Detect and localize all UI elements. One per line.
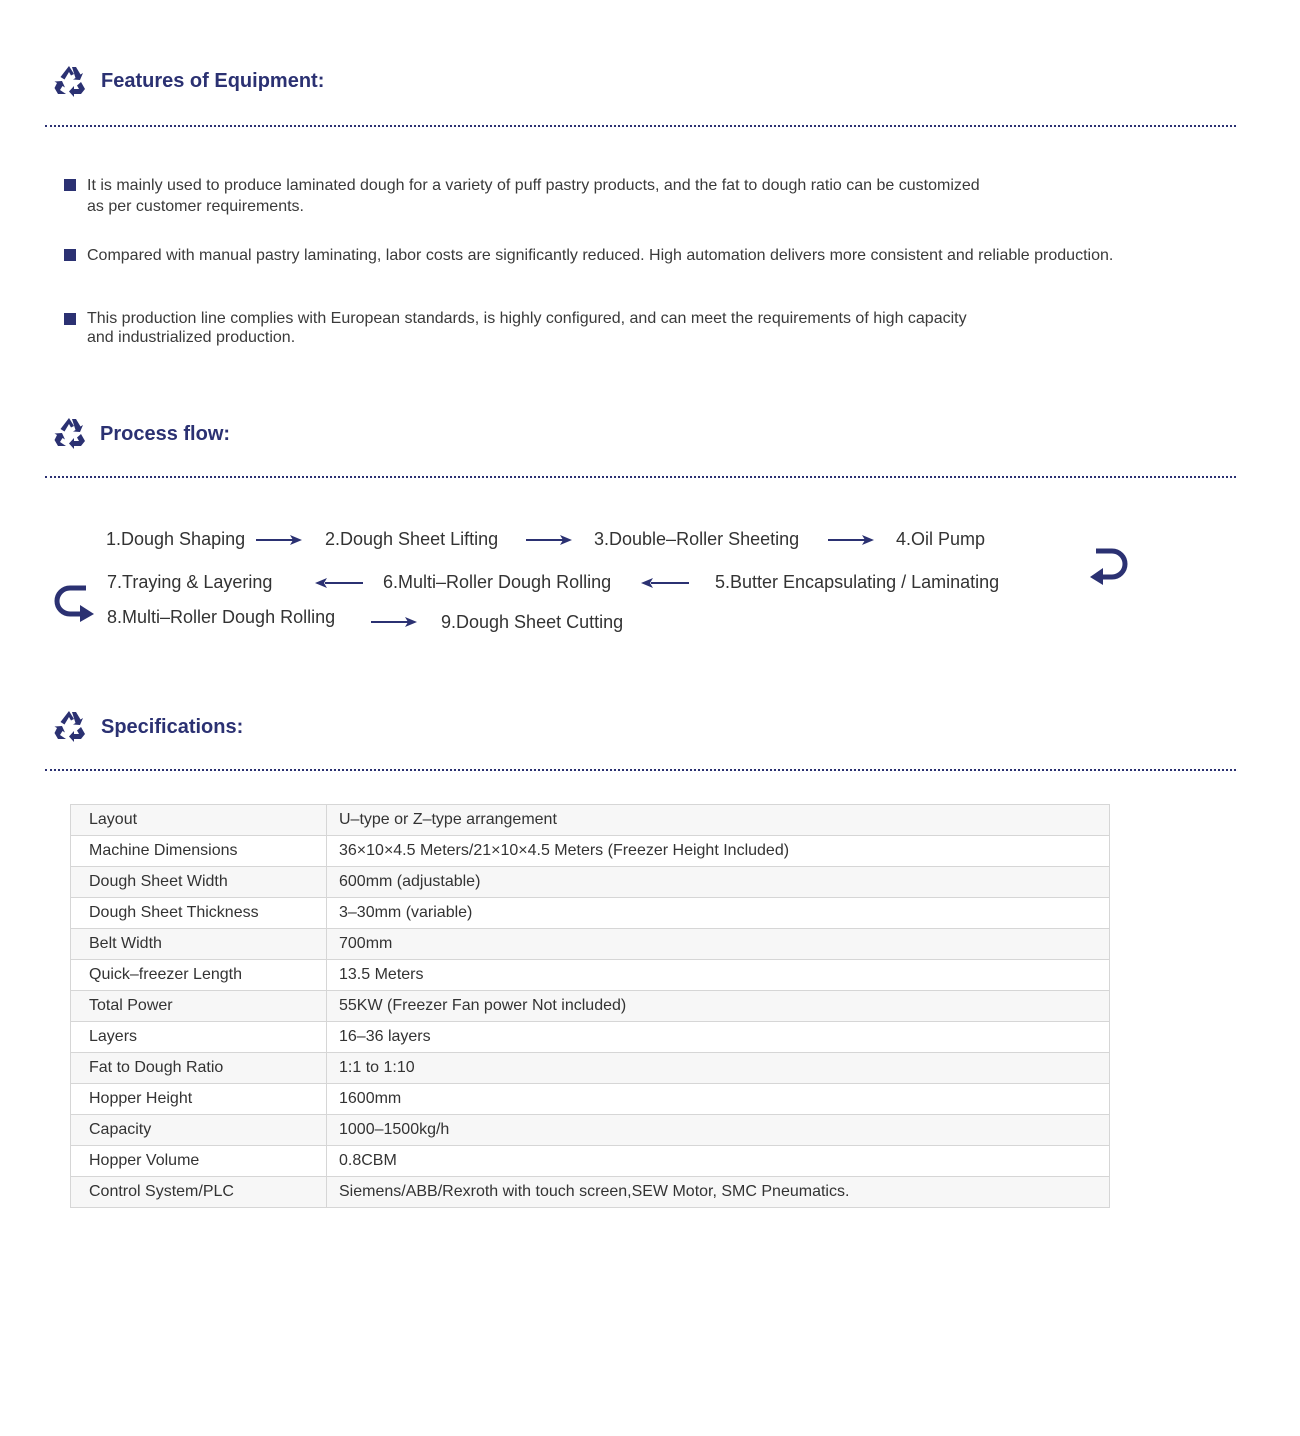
- table-row: Dough Sheet Width 600mm (adjustable): [71, 867, 1110, 898]
- arrow-right-icon: [371, 616, 419, 628]
- bullet-square-icon: [64, 179, 76, 191]
- process-step-2: 2.Dough Sheet Lifting: [325, 529, 499, 549]
- table-row: Belt Width 700mm: [71, 929, 1110, 960]
- process-step-4: 4.Oil Pump: [896, 529, 986, 549]
- bullet-square-icon: [64, 313, 76, 325]
- recycle-icon: [52, 63, 86, 97]
- table-row: Hopper Volume 0.8CBM: [71, 1146, 1110, 1177]
- process-step-6: 6.Multi–Roller Dough Rolling: [383, 572, 612, 592]
- table-row: Hopper Height 1600mm: [71, 1084, 1110, 1115]
- process-step-9: 9.Dough Sheet Cutting: [441, 612, 624, 632]
- table-row: Quick–freezer Length 13.5 Meters: [71, 960, 1110, 991]
- specs-title: Specifications:: [101, 716, 244, 738]
- arrow-right-icon: [828, 534, 876, 546]
- feature-item-2: Compared with manual pastry laminating, labor costs are significantly reduced. High automation delivers more consistent and reliable production.: [87, 247, 1114, 264]
- divider: [45, 476, 1236, 478]
- table-row: Control System/PLC Siemens/ABB/Rexroth with touch screen,SEW Motor, SMC Pneumatics.: [71, 1177, 1110, 1208]
- process-step-5: 5.Butter Encapsulating / Laminating: [715, 572, 1000, 592]
- table-row: Total Power 55KW (Freezer Fan power Not included): [71, 991, 1110, 1022]
- table-row: Capacity 1000–1500kg/h: [71, 1115, 1110, 1146]
- bullet-square-icon: [64, 249, 76, 261]
- table-row: Dough Sheet Thickness 3–30mm (variable): [71, 898, 1110, 929]
- features-title: Features of Equipment:: [101, 70, 325, 92]
- process-step-1: 1.Dough Shaping: [106, 529, 246, 549]
- arrow-left-icon: [641, 577, 689, 589]
- process-step-7: 7.Traying & Layering: [107, 572, 273, 592]
- arrow-right-icon: [256, 534, 304, 546]
- u-turn-right-icon: [52, 584, 96, 622]
- divider: [45, 769, 1236, 771]
- recycle-icon: [52, 708, 86, 742]
- process-step-3: 3.Double–Roller Sheeting: [594, 529, 800, 549]
- table-row: Layout U–type or Z–type arrangement: [71, 805, 1110, 836]
- arrow-right-icon: [526, 534, 574, 546]
- u-turn-left-icon: [1088, 547, 1130, 585]
- feature-item-3: This production line complies with European standards, is highly configured, and can meet the requirements of high capacity and industrialized production.: [87, 310, 967, 346]
- table-row: Fat to Dough Ratio 1:1 to 1:10: [71, 1053, 1110, 1084]
- process-title: Process flow:: [100, 423, 231, 445]
- arrow-left-icon: [315, 577, 363, 589]
- divider: [45, 125, 1236, 127]
- recycle-icon: [52, 415, 86, 449]
- table-row: Layers 16–36 layers: [71, 1022, 1110, 1053]
- table-row: Machine Dimensions 36×10×4.5 Meters/21×10×4.5 Meters (Freezer Height Included): [71, 836, 1110, 867]
- process-step-8: 8.Multi–Roller Dough Rolling: [107, 607, 336, 627]
- feature-item-1: It is mainly used to produce laminated dough for a variety of puff pastry products, and the fat to dough ratio can be customized as per customer requirements.: [87, 177, 980, 215]
- specs-table: [70, 804, 1110, 1208]
